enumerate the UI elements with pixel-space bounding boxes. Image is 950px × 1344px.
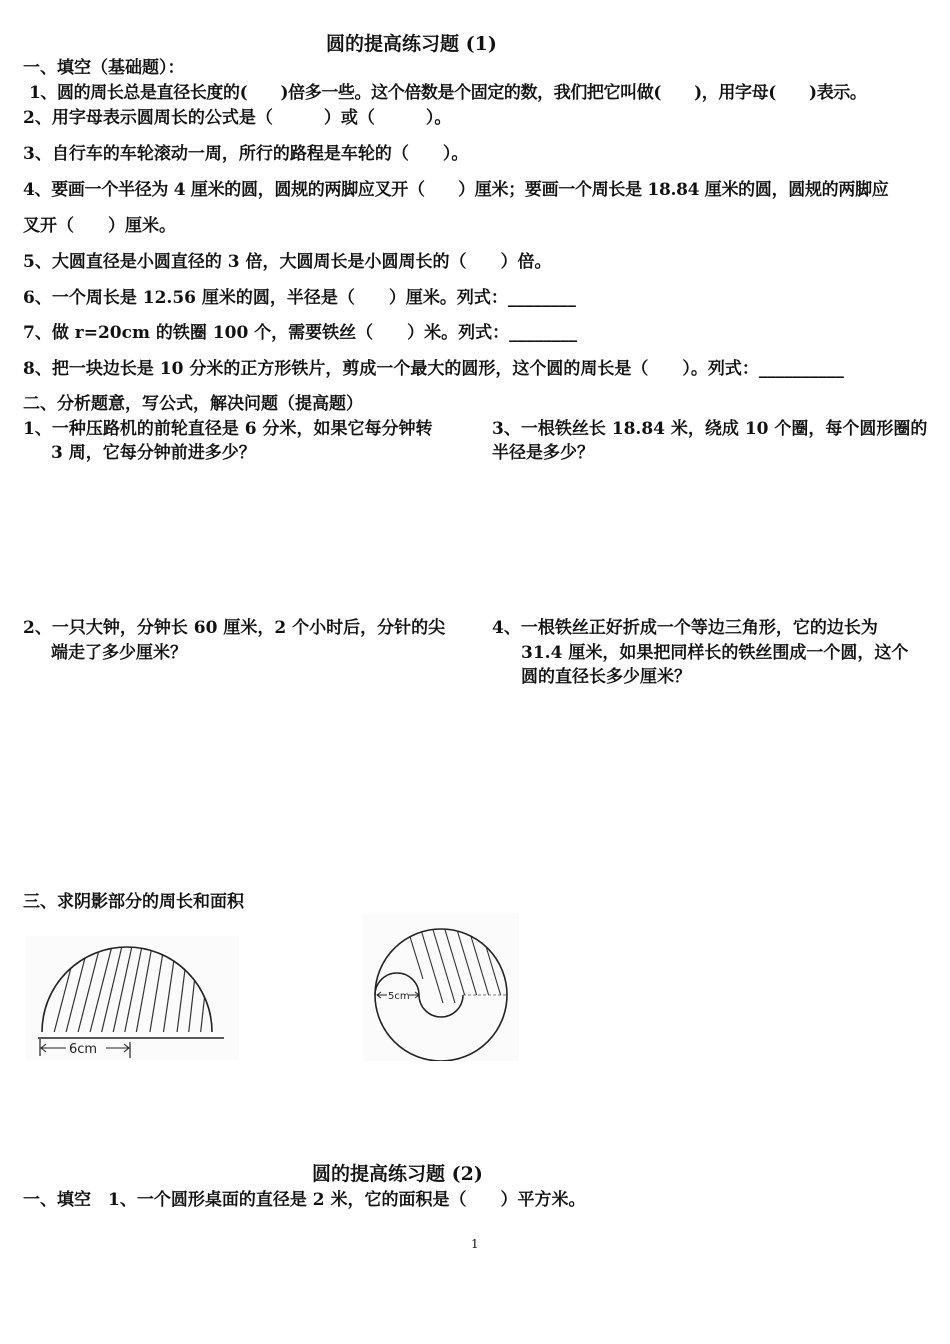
section-fill-in-2: 一、填空 1、一个圆形桌面的直径是 2 米，它的面积是（ ）平方米。 xyxy=(23,1190,586,1210)
figure-semicircle xyxy=(26,936,239,1060)
question-2: 2、用字母表示圆周长的公式是（ ）或（ ）。 xyxy=(23,108,452,128)
problem-3-line-1: 3、一根铁丝长 18.84 米，绕成 10 个圈，每个圆形圈的 xyxy=(492,419,928,439)
question-3: 3、自行车的车轮滚动一周，所行的路程是车轮的（ ）。 xyxy=(23,144,469,164)
question-8: 8、把一块边长是 10 分米的正方形铁片，剪成一个最大的圆形，这个圆的周长是（ ）。列式：__________ xyxy=(23,359,844,379)
problem-2-line-1: 2、一只大钟，分钟长 60 厘米，2 个小时后，分针的尖 xyxy=(23,618,446,638)
question-6: 6、一个周长是 12.56 厘米的圆，半径是（ ）厘米。列式：________ xyxy=(23,288,576,308)
worksheet-title-1: 圆的提高练习题 (1) xyxy=(326,33,497,55)
question-4-line-2: 叉开（ ）厘米。 xyxy=(23,216,176,236)
problem-4-line-3: 圆的直径长多少厘米？ xyxy=(521,667,691,687)
question-4-line-1: 4、要画一个半径为 4 厘米的圆，圆规的两脚应叉开（ ）厘米；要画一个周长是 18.84 厘米的圆，圆规的两脚应 xyxy=(23,180,889,200)
section-fill-in-basic: 一、填空（基础题）： xyxy=(23,58,185,78)
figure-yin-yang xyxy=(363,913,519,1061)
problem-2-line-2: 端走了多少厘米？ xyxy=(51,643,187,663)
page-number: 1 xyxy=(471,1237,479,1251)
problem-1-line-2: 3 周，它每分钟前进多少？ xyxy=(51,443,256,463)
section-analysis: 二、分析题意，写公式，解决问题（提高题） xyxy=(23,394,363,414)
section-shaded-figures: 三、求阴影部分的周长和面积 xyxy=(23,892,244,912)
figure-2-label: 5cm xyxy=(388,991,410,1002)
question-7: 7、做 r=20cm 的铁圈 100 个，需要铁丝（ ）米。列式：________ xyxy=(23,323,578,343)
problem-1-line-1: 1、一种压路机的前轮直径是 6 分米，如果它每分钟转 xyxy=(23,419,433,439)
problem-4-line-2: 31.4 厘米，如果把同样长的铁丝围成一个圆，这个 xyxy=(521,643,909,663)
question-5: 5、大圆直径是小圆直径的 3 倍，大圆周长是小圆周长的（ ）倍。 xyxy=(23,252,552,272)
problem-3-line-2: 半径是多少？ xyxy=(492,443,594,463)
question-1: 1、圆的周长总是直径长度的( )倍多一些。这个倍数是个固定的数，我们把它叫做( )，用字母( )表示。 xyxy=(29,83,867,103)
figure-1-label: 6cm xyxy=(69,1042,98,1057)
problem-4-line-1: 4、一根铁丝正好折成一个等边三角形，它的边长为 xyxy=(492,618,878,638)
worksheet-title-2: 圆的提高练习题 (2) xyxy=(312,1163,483,1185)
